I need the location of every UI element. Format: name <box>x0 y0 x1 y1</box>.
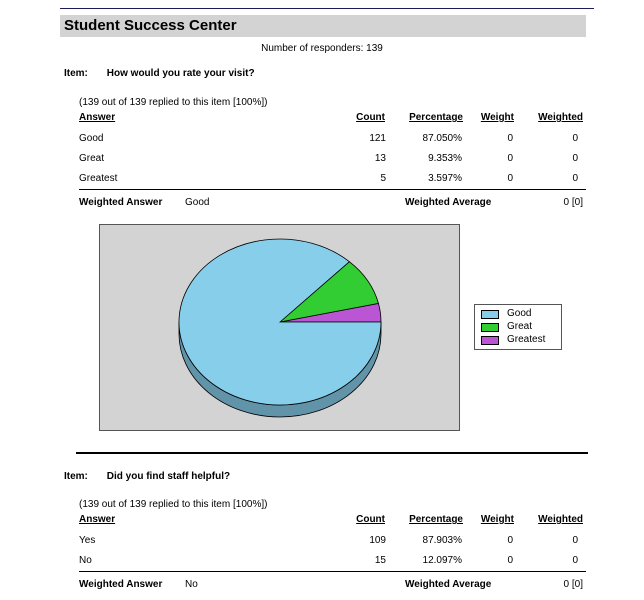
count-cell: 5 <box>380 173 386 184</box>
legend-swatch <box>481 336 499 345</box>
top-rule <box>60 8 594 9</box>
header-weight: Weight <box>480 514 514 525</box>
legend-item <box>481 308 532 322</box>
percentage-cell: 87.903% <box>422 535 462 546</box>
count-cell: 121 <box>369 133 386 144</box>
chart-legend <box>474 304 562 350</box>
table-header-row <box>79 110 586 130</box>
item-1-table <box>79 110 586 190</box>
weighted-average-label: Weighted Average <box>405 197 492 208</box>
item-2-heading <box>64 471 230 482</box>
answer-cell: Yes <box>79 535 96 546</box>
header-percentage: Percentage <box>409 514 463 525</box>
weighted-answer-value: No <box>185 579 198 590</box>
count-cell: 13 <box>374 153 386 164</box>
pie-chart <box>100 225 461 432</box>
pie-chart-panel <box>99 224 460 431</box>
item-1-question: How would you rate your visit? <box>106 68 255 79</box>
weight-cell: 0 <box>507 153 513 164</box>
header-weight: Weight <box>480 112 514 123</box>
table-row <box>79 150 586 170</box>
header-percentage: Percentage <box>409 112 463 123</box>
header-weighted: Weighted <box>538 112 583 123</box>
count-cell: 109 <box>369 535 386 546</box>
weighted-cell: 0 <box>572 555 578 566</box>
legend-label: Great <box>507 321 533 332</box>
legend-swatch <box>481 310 499 319</box>
responders-count: Number of responders: 139 <box>261 43 383 54</box>
legend-item <box>481 334 546 348</box>
weight-cell: 0 <box>507 535 513 546</box>
header-answer: Answer <box>79 112 116 123</box>
table-divider <box>79 189 586 190</box>
weighted-average-value: 0 [0] <box>563 579 583 590</box>
legend-label: Greatest <box>507 334 546 345</box>
item-1-replied: (139 out of 139 replied to this item [100%]) <box>79 97 268 108</box>
weight-cell: 0 <box>507 173 513 184</box>
weighted-answer-value: Good <box>185 197 210 208</box>
header-answer: Answer <box>79 514 116 525</box>
answer-cell: Great <box>79 153 105 164</box>
legend-label: Good <box>507 308 532 319</box>
weighted-average-label: Weighted Average <box>405 579 492 590</box>
item-2-replied: (139 out of 139 replied to this item [100%]) <box>79 499 268 510</box>
weighted-answer-label: Weighted Answer <box>79 579 163 590</box>
table-row <box>79 552 586 572</box>
percentage-cell: 9.353% <box>428 153 462 164</box>
table-row <box>79 130 586 150</box>
item-label: Item: <box>64 68 88 79</box>
header-count: Count <box>356 112 385 123</box>
answer-cell: Good <box>79 133 104 144</box>
item-2-table <box>79 512 586 572</box>
item-2-question: Did you find staff helpful? <box>106 471 231 482</box>
percentage-cell: 3.597% <box>428 173 462 184</box>
header-count: Count <box>356 514 385 525</box>
table-row <box>79 532 586 552</box>
item-1-heading <box>64 68 255 79</box>
table-row <box>79 170 586 190</box>
weighted-cell: 0 <box>572 133 578 144</box>
section-separator <box>76 452 588 454</box>
report-title: Student Success Center <box>64 17 237 34</box>
legend-swatch <box>481 323 499 332</box>
item-2-summary <box>79 579 586 595</box>
weighted-cell: 0 <box>572 535 578 546</box>
table-divider <box>79 571 586 572</box>
item-label: Item: <box>64 471 88 482</box>
weighted-cell: 0 <box>572 173 578 184</box>
count-cell: 15 <box>374 555 386 566</box>
answer-cell: No <box>79 555 92 566</box>
percentage-cell: 12.097% <box>422 555 462 566</box>
answer-cell: Greatest <box>79 173 118 184</box>
header-weighted: Weighted <box>538 514 583 525</box>
weight-cell: 0 <box>507 555 513 566</box>
weighted-answer-label: Weighted Answer <box>79 197 163 208</box>
weighted-cell: 0 <box>572 153 578 164</box>
weight-cell: 0 <box>507 133 513 144</box>
weighted-average-value: 0 [0] <box>563 197 583 208</box>
report-title-bar <box>60 15 586 37</box>
legend-item <box>481 321 533 335</box>
table-header-row <box>79 512 586 532</box>
item-1-summary <box>79 197 586 213</box>
percentage-cell: 87.050% <box>422 133 462 144</box>
